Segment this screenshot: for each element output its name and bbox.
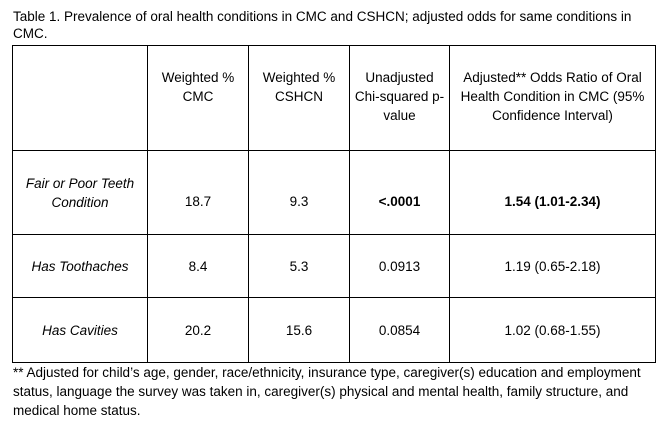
header-adjusted-odds-ratio: Adjusted** Odds Ratio of Oral Health Condition in CMC (95% Confidence Interval) bbox=[450, 46, 656, 151]
header-empty bbox=[13, 46, 148, 151]
cell-pvalue: 0.0913 bbox=[350, 235, 450, 298]
table-row bbox=[13, 235, 656, 298]
row-label: Has Cavities bbox=[13, 298, 148, 363]
header-weighted-cshcn: Weighted % CSHCN bbox=[249, 46, 350, 151]
row-label: Has Toothaches bbox=[13, 235, 148, 298]
cell-cmc: 18.7 bbox=[148, 151, 249, 235]
table-row bbox=[13, 298, 656, 363]
cell-cshcn: 15.6 bbox=[249, 298, 350, 363]
cell-cshcn: 5.3 bbox=[249, 235, 350, 298]
cell-cshcn: 9.3 bbox=[249, 151, 350, 235]
header-weighted-cmc: Weighted % CMC bbox=[148, 46, 249, 151]
table-caption: Table 1. Prevalence of oral health conditions in CMC and CSHCN; adjusted odds for same conditions in CMC. bbox=[13, 9, 632, 41]
table-footnote: ** Adjusted for child’s age, gender, race/ethnicity, insurance type, caregiver(s) education and employment status, language the survey was taken in, caregiver(s) physical and mental health, family structure, and medical home status. bbox=[13, 365, 641, 418]
cell-odds-ratio: 1.54 (1.01-2.34) bbox=[450, 151, 656, 235]
cell-odds-ratio: 1.02 (0.68-1.55) bbox=[450, 298, 656, 363]
row-label: Fair or Poor Teeth Condition bbox=[13, 151, 148, 235]
cell-pvalue: 0.0854 bbox=[350, 298, 450, 363]
table-row bbox=[13, 151, 656, 235]
cell-cmc: 8.4 bbox=[148, 235, 249, 298]
oral-health-table bbox=[12, 45, 656, 363]
cell-cmc: 20.2 bbox=[148, 298, 249, 363]
cell-pvalue: <.0001 bbox=[350, 151, 450, 235]
header-chi-squared-pvalue: Unadjusted Chi-squared p-value bbox=[350, 46, 450, 151]
table-header-row bbox=[13, 46, 656, 151]
cell-odds-ratio: 1.19 (0.65-2.18) bbox=[450, 235, 656, 298]
